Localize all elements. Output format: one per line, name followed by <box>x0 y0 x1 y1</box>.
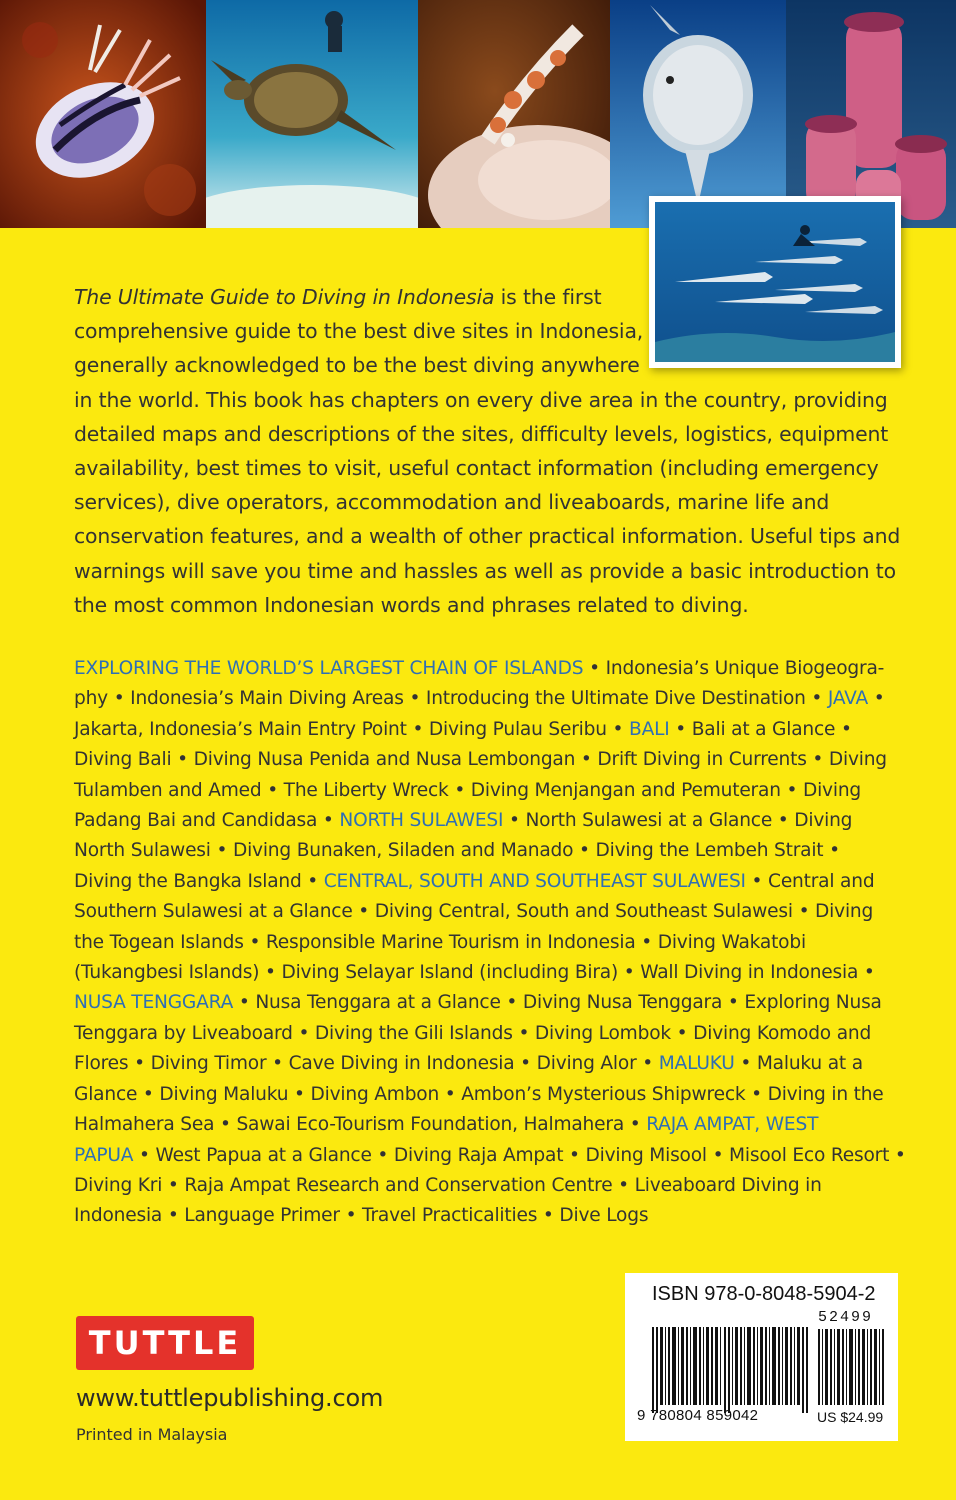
isbn-number: ISBN 978-0-8048-5904-2 <box>652 1283 876 1305</box>
toc-line: (Tukangbesi Islands) • Diving Selayar Island (including Bira) • Wall Diving in Indonesia • <box>74 962 875 984</box>
toc-line: the Togean Islands • Responsible Marine Tourism in Indonesia • Diving Wakatobi <box>74 931 806 953</box>
sponge-photo <box>786 0 956 228</box>
photo-strip <box>0 0 956 228</box>
nudibranch-photo <box>0 0 206 228</box>
section-heading: MALUKU <box>658 1053 735 1075</box>
toc-line: Padang Bai and Candidasa • NORTH SULAWESI • North Sulawesi at a Glance • Diving <box>74 810 853 832</box>
toc-line: Jakarta, Indonesia’s Main Entry Point • Diving Pulau Seribu • BALI • Bali at a Glance • <box>74 718 852 740</box>
toc-line: North Sulawesi • Diving Bunaken, Siladen and Manado • Diving the Lembeh Strait • <box>74 840 840 862</box>
section-heading: CENTRAL, SOUTH AND SOUTHEAST SULAWESI <box>323 870 746 892</box>
intro-line: warnings will save you time and hassles as well as provide a basic introduction to <box>74 558 896 583</box>
price-code: 52499 <box>818 1309 874 1326</box>
section-heading: NORTH SULAWESI <box>339 810 504 832</box>
contents-list <box>74 654 904 1232</box>
toc-line: Indonesia • Language Primer • Travel Practicalities • Dive Logs <box>74 1205 649 1227</box>
book-title: The Ultimate Guide to Diving in Indonesia <box>74 285 495 309</box>
intro-line: conservation features, and a wealth of other practical information. Useful tips and <box>74 524 901 549</box>
section-heading: NUSA TENGGARA <box>74 992 234 1014</box>
intro-paragraph <box>74 280 904 622</box>
printed-in-note: Printed in Malaysia <box>76 1425 228 1444</box>
shrimp-photo <box>418 0 610 228</box>
section-heading: PAPUA <box>74 1144 134 1166</box>
section-heading: JAVA <box>827 688 869 710</box>
toc-line: Tenggara by Liveaboard • Diving the Gili Islands • Diving Lombok • Diving Komodo and <box>74 1022 872 1044</box>
intro-line: comprehensive guide to the best dive sites in Indonesia, <box>74 319 644 344</box>
toc-line: Halmahera Sea • Sawai Eco-Tourism Foundation, Halmahera • RAJA AMPAT, WEST <box>74 1114 819 1136</box>
intro-line: generally acknowledged to be the best diving anywhere <box>74 353 640 378</box>
toc-line: Diving the Bangka Island • CENTRAL, SOUTH AND SOUTHEAST SULAWESI • Central and <box>74 870 875 892</box>
barcode-digits: 9 780804 859042 <box>637 1407 759 1424</box>
sea-turtle-photo <box>206 0 418 228</box>
price-label: US $24.99 <box>817 1409 884 1425</box>
intro-line: the most common Indonesian words and phrases related to diving. <box>74 592 749 617</box>
toc-line: Flores • Diving Timor • Cave Diving in Indonesia • Diving Alor • MALUKU • Maluku at a <box>74 1053 863 1075</box>
intro-line: The Ultimate Guide to Diving in Indonesia is the first <box>74 285 602 309</box>
toc-line: EXPLORING THE WORLD’S LARGEST CHAIN OF ISLANDS • Indonesia’s Unique Biogeogra- <box>74 658 885 679</box>
intro-line: in the world. This book has chapters on every dive area in the country, providing <box>74 387 888 412</box>
section-heading: EXPLORING THE WORLD’S LARGEST CHAIN OF ISLANDS <box>74 658 584 679</box>
section-heading: RAJA AMPAT, WEST <box>646 1114 819 1136</box>
intro-line: detailed maps and descriptions of the sites, difficulty levels, logistics, equipment <box>74 421 889 446</box>
toc-line: Southern Sulawesi at a Glance • Diving Central, South and Southeast Sulawesi • Diving <box>74 901 874 923</box>
toc-line: Diving Bali • Diving Nusa Penida and Nusa Lembongan • Drift Diving in Currents • Diving <box>74 749 887 771</box>
sunfish-photo <box>610 0 786 228</box>
toc-line: Tulamben and Amed • The Liberty Wreck • Diving Menjangan and Pemuteran • Diving <box>74 779 862 801</box>
toc-line: Glance • Diving Maluku • Diving Ambon • Ambon’s Mysterious Shipwreck • Diving in the <box>74 1083 884 1105</box>
barcode-bars <box>652 1327 810 1413</box>
toc-line: phy • Indonesia’s Main Diving Areas • Introducing the Ultimate Dive Destination • JAVA • <box>74 688 885 710</box>
intro-line: availability, best times to visit, useful contact information (including emergency <box>74 456 879 481</box>
toc-line: PAPUA • West Papua at a Glance • Diving Raja Ampat • Diving Misool • Misool Eco Resort • <box>74 1144 906 1166</box>
publisher-url[interactable]: www.tuttlepublishing.com <box>76 1384 384 1412</box>
toc-line: NUSA TENGGARA • Nusa Tenggara at a Glance • Diving Nusa Tenggara • Exploring Nusa <box>74 992 882 1014</box>
tuttle-logo: TUTTLE <box>76 1316 254 1370</box>
intro-line: services), dive operators, accommodation and liveaboards, marine life and <box>74 490 830 515</box>
section-heading: BALI <box>629 718 670 740</box>
addon-barcode-bars <box>818 1329 886 1405</box>
toc-line: Diving Kri • Raja Ampat Research and Conservation Centre • Liveaboard Diving in <box>74 1174 822 1196</box>
isbn-barcode <box>625 1273 898 1441</box>
